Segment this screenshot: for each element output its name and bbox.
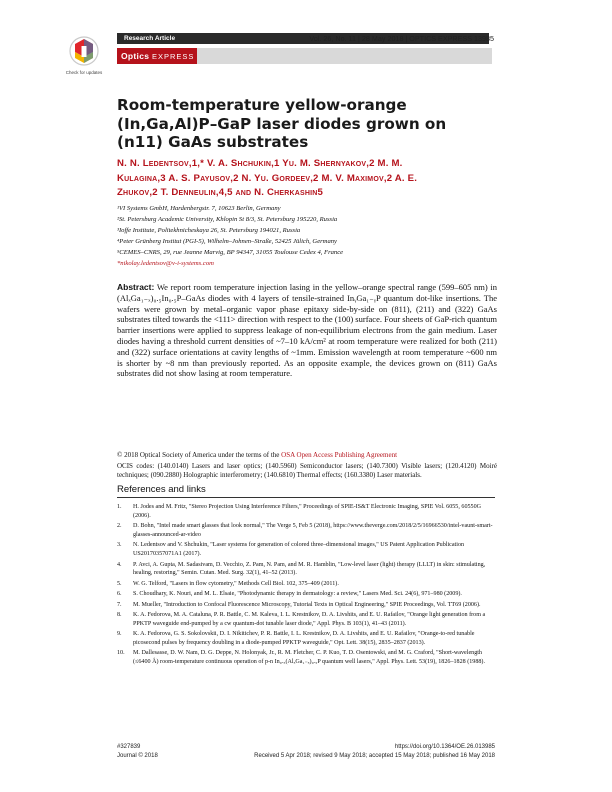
article-id: #327839 (117, 744, 141, 750)
references-rule (117, 497, 495, 498)
reference-item (117, 580, 495, 589)
author-line: Zhukov,2 T. Denneulin,4,5 and N. Cherkashin5 (117, 187, 324, 198)
reference-item (117, 649, 495, 667)
reference-text: M. Dallesasse, D. W. Nam, D. G. Deppe, N. Holonyak, Jr., R. M. Fletcher, C. P. Kuo, T. D. Osentowski, and M. G. Craford, "Short-wavelength (≤6400 Å) room-temperature continuous operation of p-n In₀.₅(AlₓGa₁₋ₓ)₀.₅P quantum well lasers," Appl. Phys. Lett. 53(19), 1826–1828 (1988). (133, 650, 485, 666)
author-line: Kulagina,3 A. S. Payusov,2 N. Yu. Gordeev,2 M. V. Maximov,2 A. E. (117, 172, 418, 184)
reference-number: 8. (117, 611, 122, 618)
crossmark-icon (64, 34, 104, 70)
copyright-text: © 2018 Optical Society of America under the terms of the (117, 451, 282, 459)
corresponding-email[interactable] (117, 258, 497, 269)
reference-text: M. Mueller, "Introduction to Confocal Fluorescence Microscopy, Tutorial Texts in Optical Engineering," SPIE Proceedings, Vol. TT69 (2006). (133, 601, 481, 608)
reference-item (117, 590, 495, 599)
copyright-line (117, 451, 497, 460)
reference-number: 9. (117, 631, 122, 638)
reference-item (117, 541, 495, 559)
citation-line: Vol. 26, No. 11 | 28 May 2018 | OPTICS EXPRESS 13985 (309, 34, 494, 43)
header-gray-band (197, 48, 492, 64)
reference-text: P. Avci, A. Gupta, M. Sadasivam, D. Vecchio, Z. Pam, N. Pam, and M. R. Hamblin, "Low-level laser (light) therapy (LLLT) in skin: stimulating, healing, restoring," Semin. Cutan. Med. Surg. 32(1), 41–52 (2013). (133, 561, 486, 577)
journal-name (121, 50, 194, 63)
journal-copyright: Journal © 2018 (117, 753, 158, 759)
reference-number: 4. (117, 561, 122, 568)
abstract (117, 282, 497, 379)
affiliation: ⁴Peter Grünberg Institut (PGI-5), Wilhelm–Johnen–Straße, 52425 Jülich, Germany (117, 238, 337, 245)
references-list (117, 503, 495, 668)
reference-number: 10. (117, 650, 125, 657)
reference-item (117, 611, 495, 629)
reference-text: D. Bohn, "Intel made smart glasses that look normal," The Verge 5, Feb 5 (2018), https://www.theverge.com/2018/2/5/16966530/intel-vaunt-smart-glasses-announced-ar-video (133, 523, 493, 538)
reference-text: N. Ledentsov and V. Shchukin, "Laser systems for generation of colored three–dimensional images," US Patent Application Publication US20170357071A1 (2017). (133, 542, 465, 558)
references-heading: References and links (117, 484, 206, 495)
reference-number: 7. (117, 601, 122, 608)
reference-item (117, 630, 495, 648)
author-list (117, 157, 497, 201)
reference-text: W. G. Telford, "Lasers in flow cytometry," Methods Cell Biol. 102, 375–409 (2011). (133, 580, 339, 587)
ocis-codes: OCIS codes: (140.0140) Lasers and laser optics; (140.5960) Semiconductor lasers; (140.7300) Visible lasers; (120.4120) Moiré techniques; (090.2880) Holographic interferometry; (140.6810) Thermal effects; (160.3380) Laser materials. (117, 462, 497, 479)
reference-item (117, 601, 495, 610)
abstract-text: We report room temperature injection lasing in the yellow–orange spectral range (599–605 nm) in (AlₓGa₁₋ₓ)₀.₅In₀.₅P–GaAs diodes with 4 layers of tensile-strained InᵧGa₁₋ᵧP quantum dot-like insertions. The wafers were grown by metal–organic vapor phase epitaxy side-by-side on (811), (211) and (322) GaAs substrates tilted towards the <111> direction with respect to the (100) surface. Four sheets of GaP-rich quantum barrier insertions were applied to suppress leakage of non-equilibrium electrons from the gain medium. Laser diodes having a threshold current densities of ~7–10 kA/cm² at room temperature were realized for both (211) and (322) surface orientations at cavity lengths of ~1mm. Emission wavelength at room temperature ~600 nm is shorter by ~8 nm than previously reported. As an opposite example, the devices grown on (811) GaAs substrates did not show lasing at room temperature. (117, 282, 497, 379)
reference-number: 2. (117, 523, 122, 530)
reference-text: S. Choudhary, K. Nouri, and M. L. Elsaie, "Photodynamic therapy in dermatology: a review," Lasers Med. Sci. 24(6), 971–980 (2009). (133, 591, 462, 598)
reference-text: K. A. Fedorova, M. A. Cataluna, P. R. Battle, C. M. Kaleva, I. L. Krestnikov, D. A. Livshits, and E. U. Rafailov, "Orange light generation from a PPKTP waveguide end-pumped by a cw quantum-dot tunable laser diode," Appl. Phys. B 103(1), 41–43 (2011). (133, 611, 486, 627)
publication-dates: Received 5 Apr 2018; revised 9 May 2018; accepted 15 May 2018; published 16 May 2018 (254, 753, 495, 759)
affiliation: ⁵CEMES–CNRS, 29, rue Jeanne Marvig, BP 94347, 31055 Toulouse Cedex 4, France (117, 249, 344, 256)
reference-number: 3. (117, 542, 122, 549)
reference-item (117, 522, 495, 540)
affiliation: ²St. Petersburg Academic University, Khlopin St 8/3, St. Petersburg 195220, Russia (117, 216, 338, 223)
abstract-label: Abstract: (117, 282, 155, 292)
reference-item (117, 561, 495, 579)
journal-name-word1: Optics (121, 51, 150, 61)
doi-link[interactable]: https://doi.org/10.1364/OE.26.013985 (394, 744, 495, 750)
affiliation-list (117, 203, 497, 269)
reference-text: K. A. Fedorova, G. S. Sokolovskii, D. I. Nikitichev, P. R. Battle, I. L. Krestnikov, D. A. Livshits, and E. U. Rafailov, "Orange-to-red tunable picosecond pulses by frequency doubling in a diode-pumped PPKTP waveguide," Opt. Lett. 38(15), 2835–2837 (2013). (133, 631, 475, 646)
reference-item (117, 503, 495, 521)
reference-number: 1. (117, 504, 122, 510)
affiliation: ³Ioffe Institute, Politekhnicheskaya 26, St. Petersburg 194021, Russia (117, 227, 301, 234)
reference-number: 6. (117, 591, 122, 598)
affiliation: ¹VI Systems GmbH, Hardenbergstr. 7, 10623 Berlin, Germany (117, 205, 281, 212)
license-link[interactable]: OSA Open Access Publishing Agreement (281, 451, 398, 459)
article-type-label: Research Article (124, 35, 176, 42)
crossmark-caption: Check for updates (65, 70, 103, 75)
author-line: N. N. Ledentsov,1,* V. A. Shchukin,1 Yu. M. Shernyakov,2 M. M. (117, 158, 403, 169)
paper-title: Room-temperature yellow-orange (In,Ga,Al)P–GaP laser diodes grown on (n11) GaAs substrates (117, 96, 447, 151)
journal-name-word2: EXPRESS (151, 52, 195, 61)
email-link[interactable]: *nikolay.ledentsov@v-i-systems.com (117, 260, 214, 267)
reference-text: H. Jodes and M. Fritz, "Stereo Projection Using Interference Filters," Proceedings of SPIE-IS&T Electronic Imaging, SPIE Vol. 6055, 60550G (2006). (133, 504, 482, 519)
reference-number: 5. (117, 580, 122, 587)
